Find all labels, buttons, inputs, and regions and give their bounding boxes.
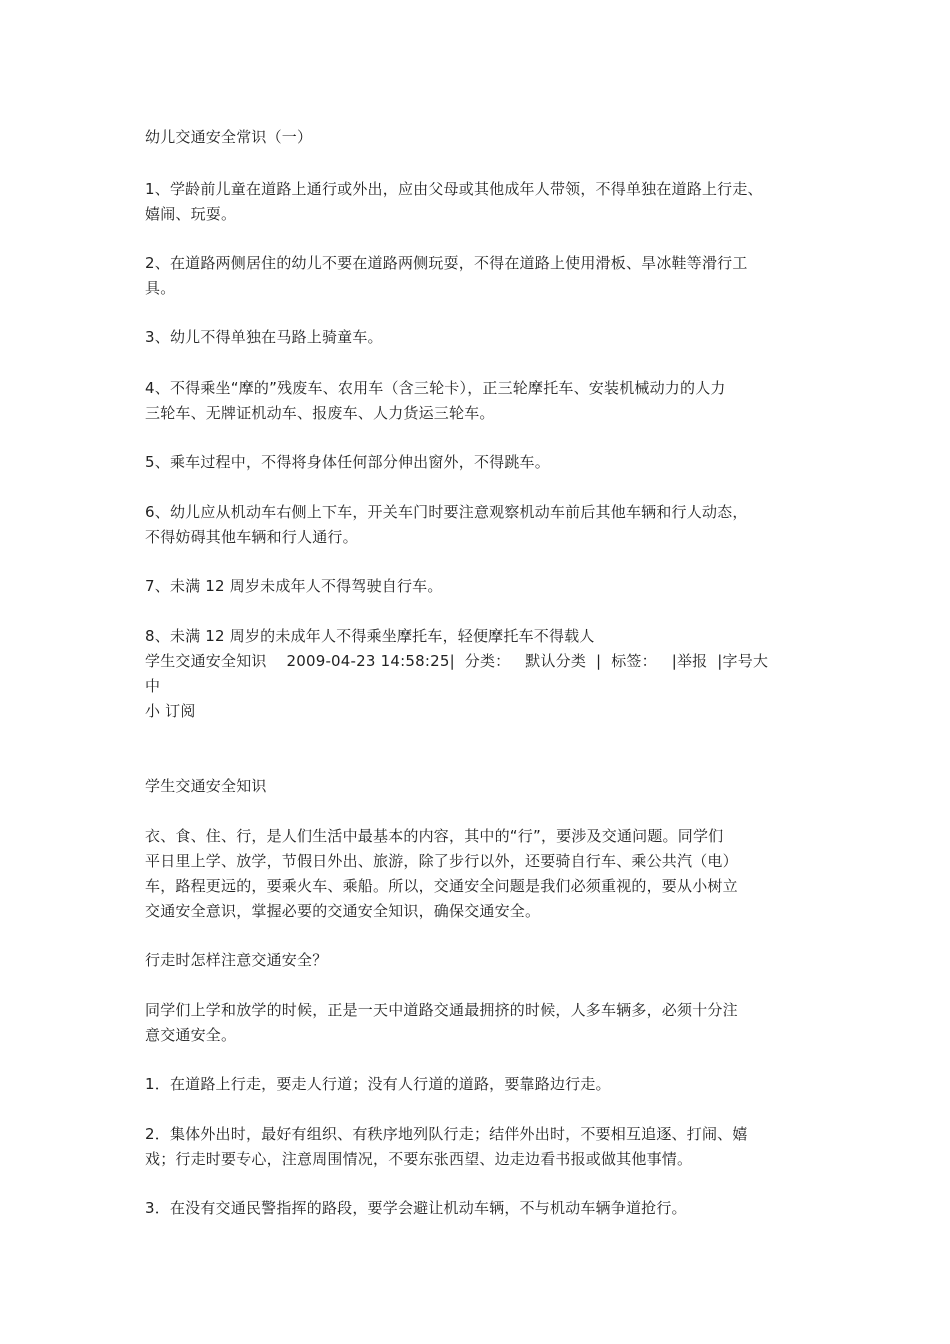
article1-item-2-line-2: 具。: [145, 279, 176, 297]
article2-point-2-line-1: 2．集体外出时，最好有组织、有秩序地列队行走；结伴外出时，不要相互追逐、打闹、嬉: [145, 1125, 748, 1143]
font-size-small-subscribe-links[interactable]: 小 订阅: [145, 702, 196, 720]
article1-item-3: 3、幼儿不得单独在马路上骑童车。: [145, 328, 383, 346]
article1-item-5: 5、乘车过程中，不得将身体任何部分伸出窗外，不得跳车。: [145, 453, 550, 471]
article1-item-8: 8、未满 12 周岁的未成年人不得乘坐摩托车，轻便摩托车不得载人: [145, 627, 595, 645]
article2-intro-line-4: 交通安全意识，掌握必要的交通安全知识，确保交通安全。: [145, 902, 541, 920]
article1-item-6-line-1: 6、幼儿应从机动车右侧上下车，开关车门时要注意观察机动车前后其他车辆和行人动态，: [145, 503, 748, 521]
article2-answer-line-1: 同学们上学和放学的时候，正是一天中道路交通最拥挤的时候，人多车辆多，必须十分注: [145, 1001, 738, 1019]
article2-title: 学生交通安全知识: [145, 777, 267, 795]
article1-item-4-line-2: 三轮车、无牌证机动车、报废车、人力货运三轮车。: [145, 404, 495, 422]
article1-item-1-line-2: 嬉闹、玩耍。: [145, 205, 237, 223]
article2-point-3: 3．在没有交通民警指挥的路段，要学会避让机动车辆，不与机动车辆争道抢行。: [145, 1199, 687, 1217]
article2-answer-line-2: 意交通安全。: [145, 1026, 237, 1044]
article2-point-1: 1．在道路上行走，要走人行道；没有人行道的道路，要靠路边行走。: [145, 1075, 611, 1093]
article2-intro-line-3: 车，路程更远的，要乘火车、乘船。所以，交通安全问题是我们必须重视的，要从小树立: [145, 877, 738, 895]
article1-title: 幼儿交通安全常识（一）: [145, 128, 313, 146]
font-size-medium-link[interactable]: 中: [145, 677, 161, 695]
article1-item-2-line-1: 2、在道路两侧居住的幼儿不要在道路两侧玩耍，不得在道路上使用滑板、旱冰鞋等滑行工: [145, 254, 748, 272]
article1-item-4-line-1: 4、不得乘坐“摩的”残废车、农用车（含三轮卡），正三轮摩托车、安装机械动力的人力: [145, 379, 726, 397]
article2-question: 行走时怎样注意交通安全？: [145, 951, 328, 969]
post-meta-line[interactable]: 学生交通安全知识 2009-04-23 14:58:25| 分类： 默认分类 | 标签： |举报 |字号大: [145, 652, 769, 670]
article2-intro-line-1: 衣、食、住、行，是人们生活中最基本的内容，其中的“行”，要涉及交通问题。同学们: [145, 827, 724, 845]
article1-item-1-line-1: 1、学龄前儿童在道路上通行或外出，应由父母或其他成年人带领，不得单独在道路上行走、: [145, 180, 763, 198]
post-meta-bar: [145, 651, 768, 671]
article2-intro-line-2: 平日里上学、放学，节假日外出、旅游，除了步行以外，还要骑自行车、乘公共汽（电）: [145, 852, 738, 870]
article1-item-7: 7、未满 12 周岁未成年人不得驾驶自行车。: [145, 577, 443, 595]
article2-point-2-line-2: 戏；行走时要专心，注意周围情况，不要东张西望、边走边看书报或做其他事情。: [145, 1150, 693, 1168]
article1-item-6-line-2: 不得妨碍其他车辆和行人通行。: [145, 528, 358, 546]
